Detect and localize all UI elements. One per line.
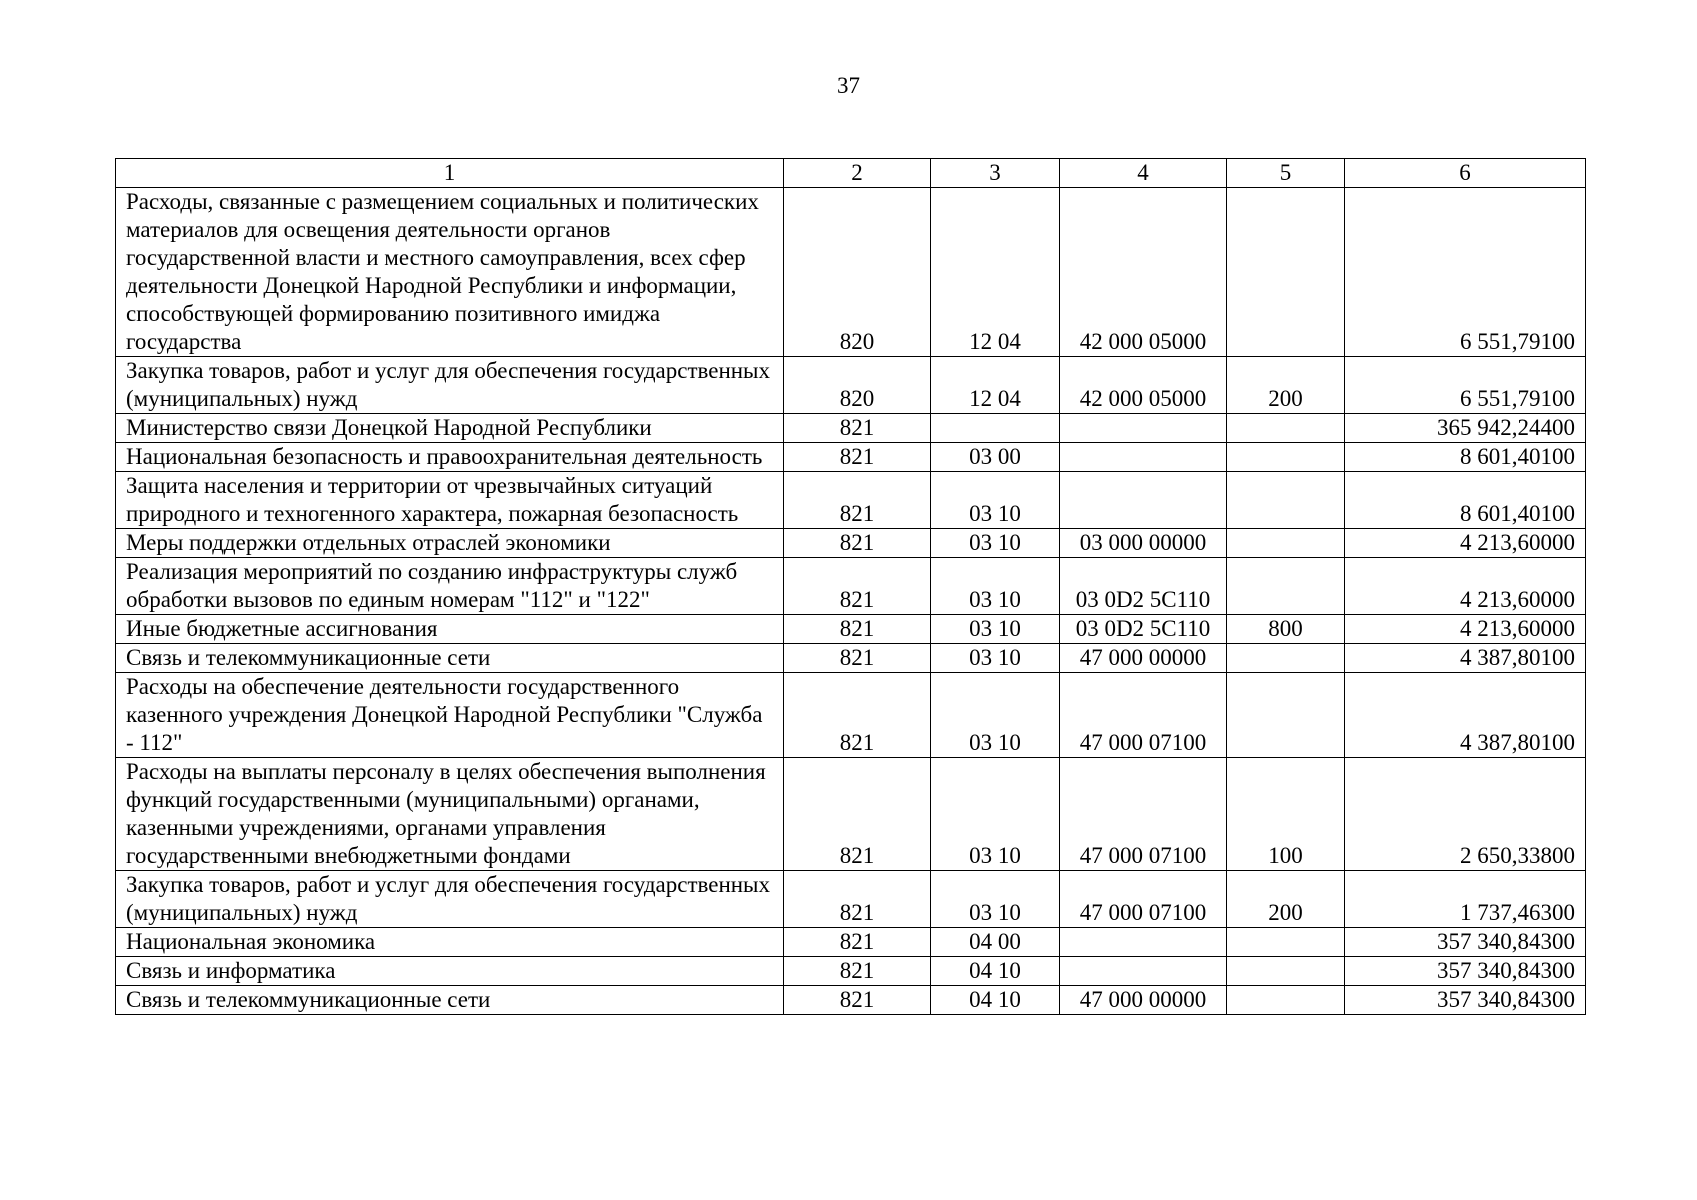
ministry-code-cell: 821 (784, 529, 931, 558)
expense-type-cell (1227, 558, 1345, 615)
expense-type-cell: 200 (1227, 871, 1345, 928)
expense-type-cell (1227, 188, 1345, 357)
ministry-code-cell: 821 (784, 472, 931, 529)
table-row (116, 558, 1586, 615)
ministry-code-cell: 821 (784, 443, 931, 472)
ministry-code-cell: 821 (784, 615, 931, 644)
expense-name-cell: Иные бюджетные ассигнования (116, 615, 784, 644)
target-article-cell: 03 000 00000 (1060, 529, 1227, 558)
section-code-cell: 04 10 (931, 986, 1060, 1015)
ministry-code-cell: 821 (784, 758, 931, 871)
expense-name-cell: Реализация мероприятий по созданию инфраструктуры служб обработки вызовов по единым номерам "112" и "122" (116, 558, 784, 615)
amount-cell: 357 340,84300 (1345, 928, 1586, 957)
target-article-cell (1060, 957, 1227, 986)
table-row (116, 414, 1586, 443)
section-code-cell: 03 10 (931, 472, 1060, 529)
column-header: 1 (116, 159, 784, 188)
ministry-code-cell: 821 (784, 644, 931, 673)
table-row (116, 529, 1586, 558)
target-article-cell (1060, 443, 1227, 472)
section-code-cell: 03 10 (931, 758, 1060, 871)
ministry-code-cell: 820 (784, 188, 931, 357)
expense-name-cell: Закупка товаров, работ и услуг для обеспечения государственных (муниципальных) нужд (116, 871, 784, 928)
target-article-cell: 42 000 05000 (1060, 357, 1227, 414)
column-header: 2 (784, 159, 931, 188)
expense-type-cell (1227, 529, 1345, 558)
table-row (116, 986, 1586, 1015)
section-code-cell: 03 10 (931, 615, 1060, 644)
amount-cell: 4 213,60000 (1345, 558, 1586, 615)
table-row (116, 188, 1586, 357)
expense-type-cell: 200 (1227, 357, 1345, 414)
expense-name-cell: Связь и телекоммуникационные сети (116, 986, 784, 1015)
expense-name-cell: Национальная экономика (116, 928, 784, 957)
target-article-cell: 03 0D2 5C110 (1060, 615, 1227, 644)
column-header: 5 (1227, 159, 1345, 188)
ministry-code-cell: 821 (784, 414, 931, 443)
table-row (116, 673, 1586, 758)
amount-cell: 4 213,60000 (1345, 529, 1586, 558)
amount-cell: 4 387,80100 (1345, 673, 1586, 758)
expense-type-cell (1227, 472, 1345, 529)
expense-type-cell: 800 (1227, 615, 1345, 644)
target-article-cell: 47 000 07100 (1060, 673, 1227, 758)
expense-name-cell: Защита населения и территории от чрезвычайных ситуаций природного и техногенного характера, пожарная безопасность (116, 472, 784, 529)
section-code-cell: 03 10 (931, 871, 1060, 928)
amount-cell: 2 650,33800 (1345, 758, 1586, 871)
expense-type-cell (1227, 957, 1345, 986)
amount-cell: 6 551,79100 (1345, 188, 1586, 357)
ministry-code-cell: 821 (784, 986, 931, 1015)
section-code-cell: 03 10 (931, 644, 1060, 673)
section-code-cell: 12 04 (931, 357, 1060, 414)
expense-type-cell (1227, 673, 1345, 758)
amount-cell: 6 551,79100 (1345, 357, 1586, 414)
section-code-cell: 03 10 (931, 529, 1060, 558)
expense-type-cell (1227, 414, 1345, 443)
target-article-cell: 47 000 00000 (1060, 986, 1227, 1015)
expense-type-cell (1227, 986, 1345, 1015)
column-header: 6 (1345, 159, 1586, 188)
table-row (116, 957, 1586, 986)
amount-cell: 365 942,24400 (1345, 414, 1586, 443)
expense-name-cell: Связь и информатика (116, 957, 784, 986)
section-code-cell: 12 04 (931, 188, 1060, 357)
budget-table (115, 158, 1586, 1015)
page-number: 37 (837, 73, 860, 98)
table-body (116, 188, 1586, 1015)
table-row (116, 644, 1586, 673)
expense-name-cell: Закупка товаров, работ и услуг для обеспечения государственных (муниципальных) нужд (116, 357, 784, 414)
ministry-code-cell: 821 (784, 957, 931, 986)
expense-name-cell: Расходы на выплаты персоналу в целях обеспечения выполнения функций государственными (муниципальными) органами, казенными учреждениями, органами управления государственными внебюджетными фондами (116, 758, 784, 871)
section-code-cell: 03 10 (931, 558, 1060, 615)
ministry-code-cell: 821 (784, 928, 931, 957)
amount-cell: 8 601,40100 (1345, 472, 1586, 529)
target-article-cell: 47 000 07100 (1060, 871, 1227, 928)
expense-type-cell (1227, 443, 1345, 472)
amount-cell: 8 601,40100 (1345, 443, 1586, 472)
expense-type-cell (1227, 928, 1345, 957)
ministry-code-cell: 821 (784, 871, 931, 928)
expense-name-cell: Меры поддержки отдельных отраслей экономики (116, 529, 784, 558)
expense-name-cell: Расходы на обеспечение деятельности государственного казенного учреждения Донецкой Народной Республики "Служба - 112" (116, 673, 784, 758)
header-row (116, 159, 1586, 188)
section-code-cell: 04 10 (931, 957, 1060, 986)
ministry-code-cell: 820 (784, 357, 931, 414)
expense-type-cell: 100 (1227, 758, 1345, 871)
target-article-cell: 47 000 00000 (1060, 644, 1227, 673)
ministry-code-cell: 821 (784, 558, 931, 615)
target-article-cell (1060, 414, 1227, 443)
table-row (116, 928, 1586, 957)
target-article-cell: 03 0D2 5C110 (1060, 558, 1227, 615)
table-row (116, 615, 1586, 644)
section-code-cell: 03 10 (931, 673, 1060, 758)
amount-cell: 4 213,60000 (1345, 615, 1586, 644)
ministry-code-cell: 821 (784, 673, 931, 758)
target-article-cell (1060, 928, 1227, 957)
amount-cell: 4 387,80100 (1345, 644, 1586, 673)
amount-cell: 357 340,84300 (1345, 957, 1586, 986)
column-header: 3 (931, 159, 1060, 188)
section-code-cell: 04 00 (931, 928, 1060, 957)
expense-name-cell: Национальная безопасность и правоохранительная деятельность (116, 443, 784, 472)
table-row (116, 758, 1586, 871)
table-row (116, 443, 1586, 472)
expense-name-cell: Расходы, связанные с размещением социальных и политических материалов для освещения деятельности органов государственной власти и местного самоуправления, всех сфер деятельности Донецкой Народной Республики и информации, способствующей формированию позитивного имиджа государства (116, 188, 784, 357)
target-article-cell (1060, 472, 1227, 529)
section-code-cell: 03 00 (931, 443, 1060, 472)
expense-name-cell: Связь и телекоммуникационные сети (116, 644, 784, 673)
expense-type-cell (1227, 644, 1345, 673)
amount-cell: 1 737,46300 (1345, 871, 1586, 928)
section-code-cell (931, 414, 1060, 443)
table-row (116, 871, 1586, 928)
target-article-cell: 42 000 05000 (1060, 188, 1227, 357)
expense-name-cell: Министерство связи Донецкой Народной Республики (116, 414, 784, 443)
column-header: 4 (1060, 159, 1227, 188)
table-row (116, 357, 1586, 414)
table-row (116, 472, 1586, 529)
target-article-cell: 47 000 07100 (1060, 758, 1227, 871)
amount-cell: 357 340,84300 (1345, 986, 1586, 1015)
